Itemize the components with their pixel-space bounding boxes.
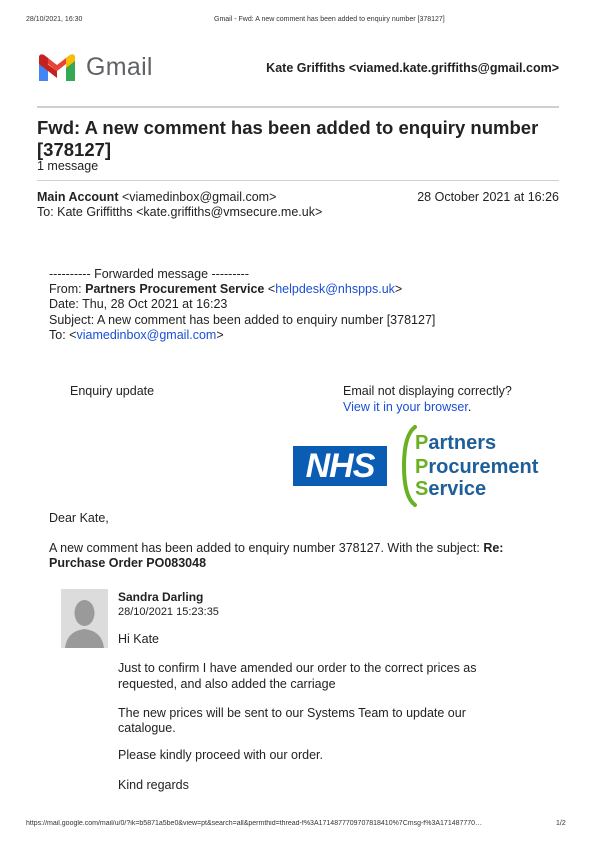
from-name: Main Account bbox=[37, 190, 119, 204]
from-email: <viamedinbox@gmail.com> bbox=[121, 190, 277, 204]
pps-logo bbox=[402, 425, 552, 507]
nhs-logo: NHS bbox=[293, 446, 387, 486]
forward-from-close: > bbox=[394, 282, 403, 296]
pps-logo-cap-1: P bbox=[415, 432, 429, 454]
enquiry-update-label: Enquiry update bbox=[70, 384, 155, 398]
divider bbox=[37, 106, 559, 108]
forward-to-open: < bbox=[69, 328, 77, 342]
account-header: Kate Griffiths <viamed.kate.griffiths@gmail.com> bbox=[266, 61, 559, 75]
comment-p3a: The new prices will be sent to our Systems Team to update our bbox=[118, 706, 466, 720]
greeting: Dear Kate, bbox=[49, 511, 109, 525]
print-footer-page: 1/2 bbox=[556, 820, 566, 827]
intro-subject-part-2: Purchase Order PO083048 bbox=[49, 556, 207, 570]
message-to: To: Kate Griffitths <kate.griffiths@vmsecure.me.uk> bbox=[37, 205, 323, 219]
pps-logo-word-3: ervice bbox=[428, 478, 487, 500]
intro-text: A new comment has been added to enquiry number 378127. With the subject: bbox=[49, 541, 480, 555]
forward-from bbox=[49, 282, 402, 298]
pps-logo-word-1: artners bbox=[428, 432, 497, 454]
comment-p3b: catalogue. bbox=[118, 721, 176, 735]
forward-to bbox=[49, 328, 224, 344]
person-avatar-icon bbox=[61, 589, 108, 648]
forward-divider: ---------- Forwarded message --------- bbox=[49, 267, 249, 281]
not-displaying-text: Email not displaying correctly? bbox=[343, 384, 512, 398]
avatar bbox=[61, 589, 108, 648]
message-from bbox=[37, 190, 276, 206]
forward-date: Date: Thu, 28 Oct 2021 at 16:23 bbox=[49, 297, 228, 311]
view-in-browser-period: . bbox=[467, 400, 472, 414]
comment-p2b: requested, and also added the carriage bbox=[118, 677, 336, 691]
forward-to-email-link[interactable]: viamedinbox@gmail.com bbox=[76, 328, 217, 342]
gmail-logo-text: Gmail bbox=[86, 53, 153, 81]
intro-subject-part-1: Re: bbox=[483, 541, 504, 555]
pps-logo-word-2: rocurement bbox=[428, 456, 539, 478]
pps-logo-cap-3: S bbox=[415, 478, 429, 500]
forward-from-email-link[interactable]: helpdesk@nhspps.uk bbox=[275, 282, 395, 296]
divider bbox=[37, 180, 559, 181]
pps-logo-line-2 bbox=[415, 456, 538, 478]
comment-timestamp: 28/10/2021 15:23:35 bbox=[118, 606, 219, 618]
view-in-browser bbox=[343, 400, 471, 416]
pps-logo-line-3 bbox=[415, 478, 486, 500]
forward-subject: Subject: A new comment has been added to enquiry number [378127] bbox=[49, 313, 436, 327]
forward-to-label: To: bbox=[49, 328, 66, 342]
forward-from-open: < bbox=[267, 282, 276, 296]
message-count: 1 message bbox=[37, 159, 99, 173]
forward-from-name: Partners Procurement Service bbox=[85, 282, 265, 296]
print-footer-url: https://mail.google.com/mail/u/0/?ik=b5871a5be0&view=pt&search=all&permthid=thread-f%3A1714877709707818410%7Cmsg-f%3A171487770… bbox=[26, 820, 483, 827]
thread-subject: Fwd: A new comment has been added to enquiry number [378127] bbox=[37, 117, 539, 160]
intro-line bbox=[49, 541, 503, 557]
comment-p1: Hi Kate bbox=[118, 632, 159, 646]
comment-author: Sandra Darling bbox=[118, 590, 204, 604]
pps-logo-cap-2: P bbox=[415, 456, 429, 478]
comment-p4: Please kindly proceed with our order. bbox=[118, 748, 323, 762]
print-doc-title: Gmail - Fwd: A new comment has been added to enquiry number [378127] bbox=[214, 16, 445, 23]
forward-from-label: From: bbox=[49, 282, 82, 296]
print-datetime: 28/10/2021, 16:30 bbox=[26, 16, 83, 23]
gmail-logo-icon bbox=[37, 52, 77, 82]
forward-to-close: > bbox=[216, 328, 224, 342]
view-in-browser-link[interactable]: View it in your browser bbox=[343, 400, 468, 414]
comment-p2a: Just to confirm I have amended our order to the correct prices as bbox=[118, 661, 477, 675]
comment-p5: Kind regards bbox=[118, 778, 189, 792]
pps-logo-line-1 bbox=[415, 432, 496, 454]
message-date: 28 October 2021 at 16:26 bbox=[417, 190, 559, 204]
